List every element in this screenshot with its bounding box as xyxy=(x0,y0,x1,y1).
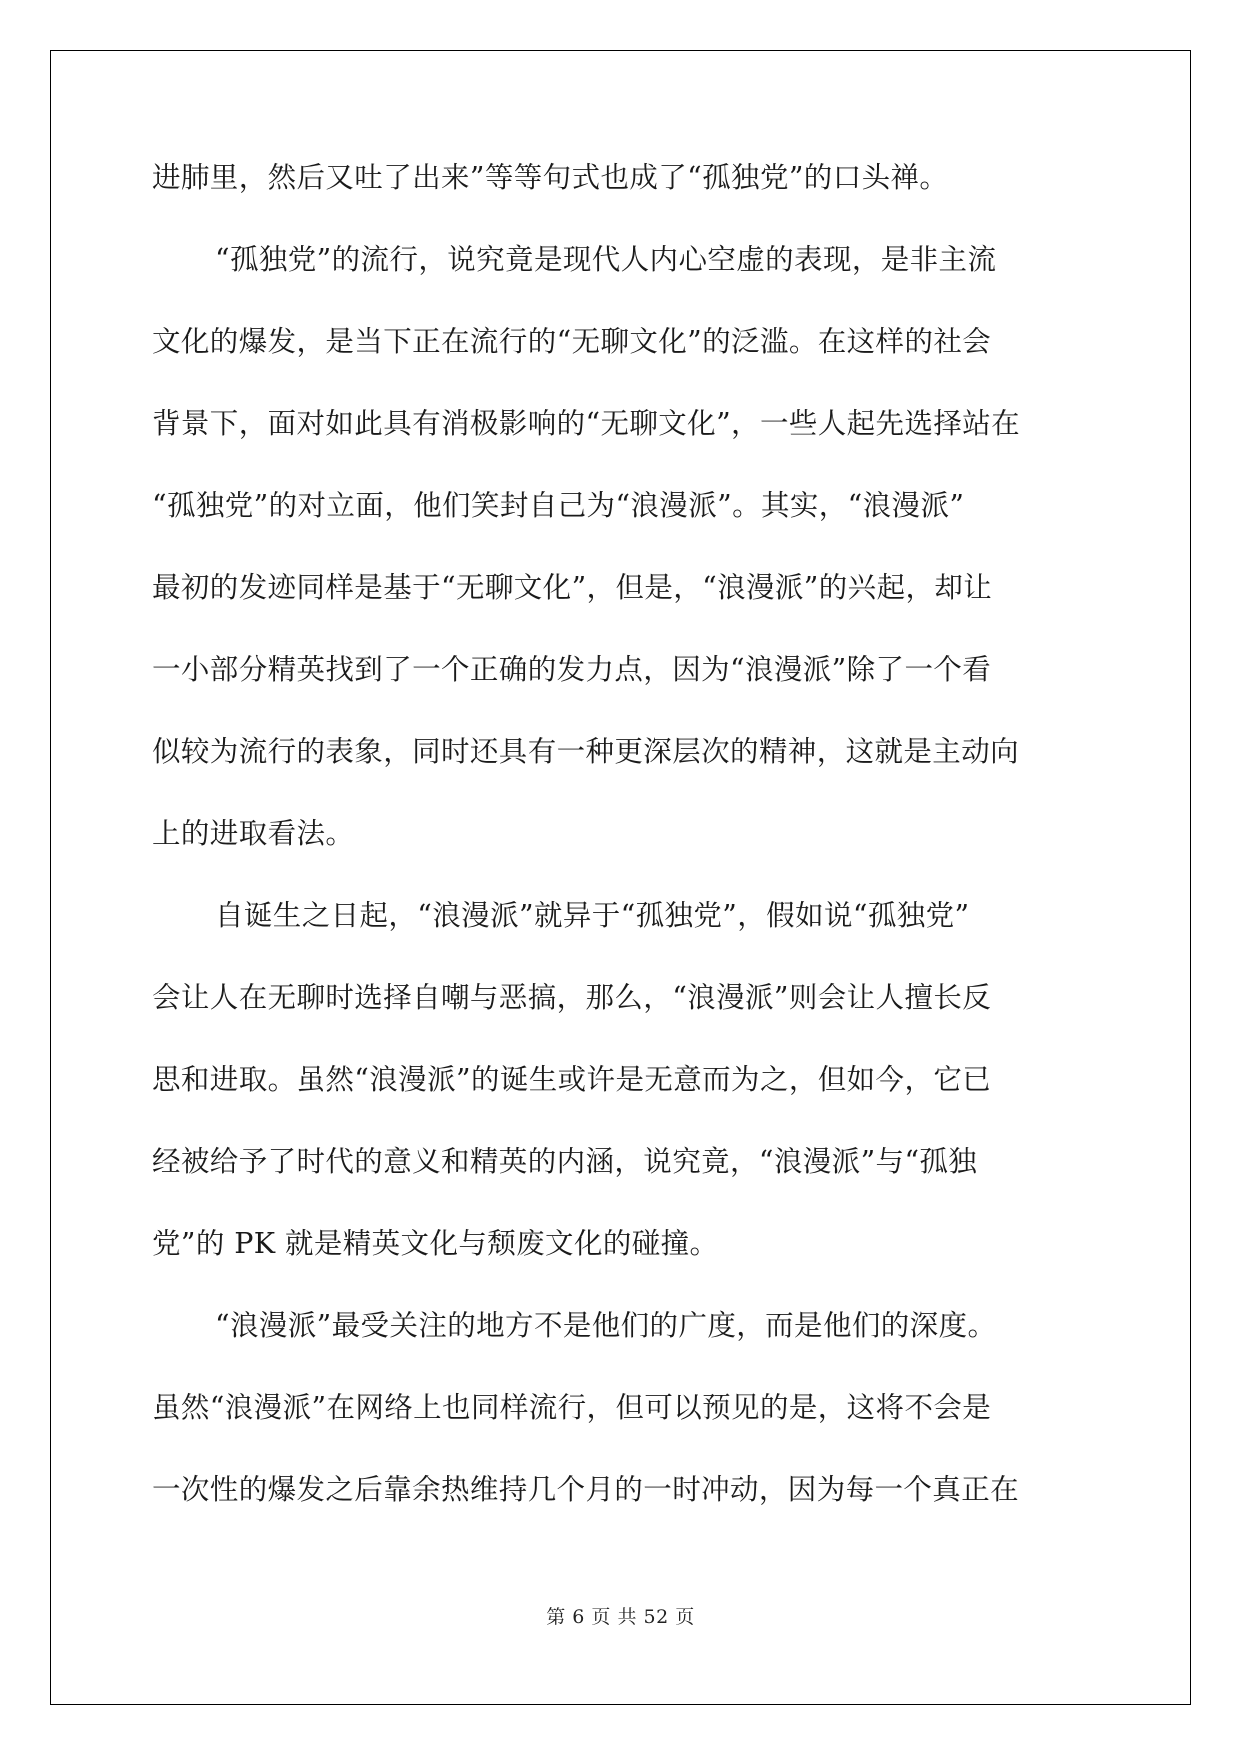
text-line: 思和进取。虽然“浪漫派”的诞生或许是无意而为之，但如今，它已 xyxy=(152,1063,992,1096)
text-line: 上的进取看法。 xyxy=(152,817,355,850)
text-line: “孤独党”的对立面，他们笑封自己为“浪漫派”。其实，“浪漫派” xyxy=(152,489,965,522)
text-line: 最初的发迹同样是基于“无聊文化”，但是，“浪漫派”的兴起，却让 xyxy=(152,571,993,604)
document-body xyxy=(152,163,1092,1557)
text-line: 一次性的爆发之后靠余热维持几个月的一时冲动，因为每一个真正在 xyxy=(152,1473,1020,1506)
page-number-footer: 第 6 页 共 52 页 xyxy=(546,1606,695,1628)
text-line: 文化的爆发，是当下正在流行的“无聊文化”的泛滥。在这样的社会 xyxy=(152,325,992,358)
text-line: “浪漫派”最受关注的地方不是他们的广度，而是他们的深度。 xyxy=(215,1309,997,1342)
text-line: 似较为流行的表象，同时还具有一种更深层次的精神，这就是主动向 xyxy=(152,735,1020,768)
text-line: 党”的 PK 就是精英文化与颓废文化的碰撞。 xyxy=(152,1227,719,1260)
text-line: 背景下，面对如此具有消极影响的“无聊文化”，一些人起先选择站在 xyxy=(152,407,1021,440)
text-line: “孤独党”的流行，说究竟是现代人内心空虚的表现，是非主流 xyxy=(215,243,997,276)
text-line: 经被给予了时代的意义和精英的内涵，说究竟，“浪漫派”与“孤独 xyxy=(152,1145,978,1178)
text-line: 虽然“浪漫派”在网络上也同样流行，但可以预见的是，这将不会是 xyxy=(152,1391,992,1424)
text-line: 进肺里，然后又吐了出来”等等句式也成了“孤独党”的口头禅。 xyxy=(152,161,949,194)
text-line: 会让人在无聊时选择自嘲与恶搞，那么，“浪漫派”则会让人擅长反 xyxy=(152,981,992,1014)
text-line: 自诞生之日起，“浪漫派”就异于“孤独党”，假如说“孤独党” xyxy=(215,899,970,932)
text-line: 一小部分精英找到了一个正确的发力点，因为“浪漫派”除了一个看 xyxy=(152,653,992,686)
